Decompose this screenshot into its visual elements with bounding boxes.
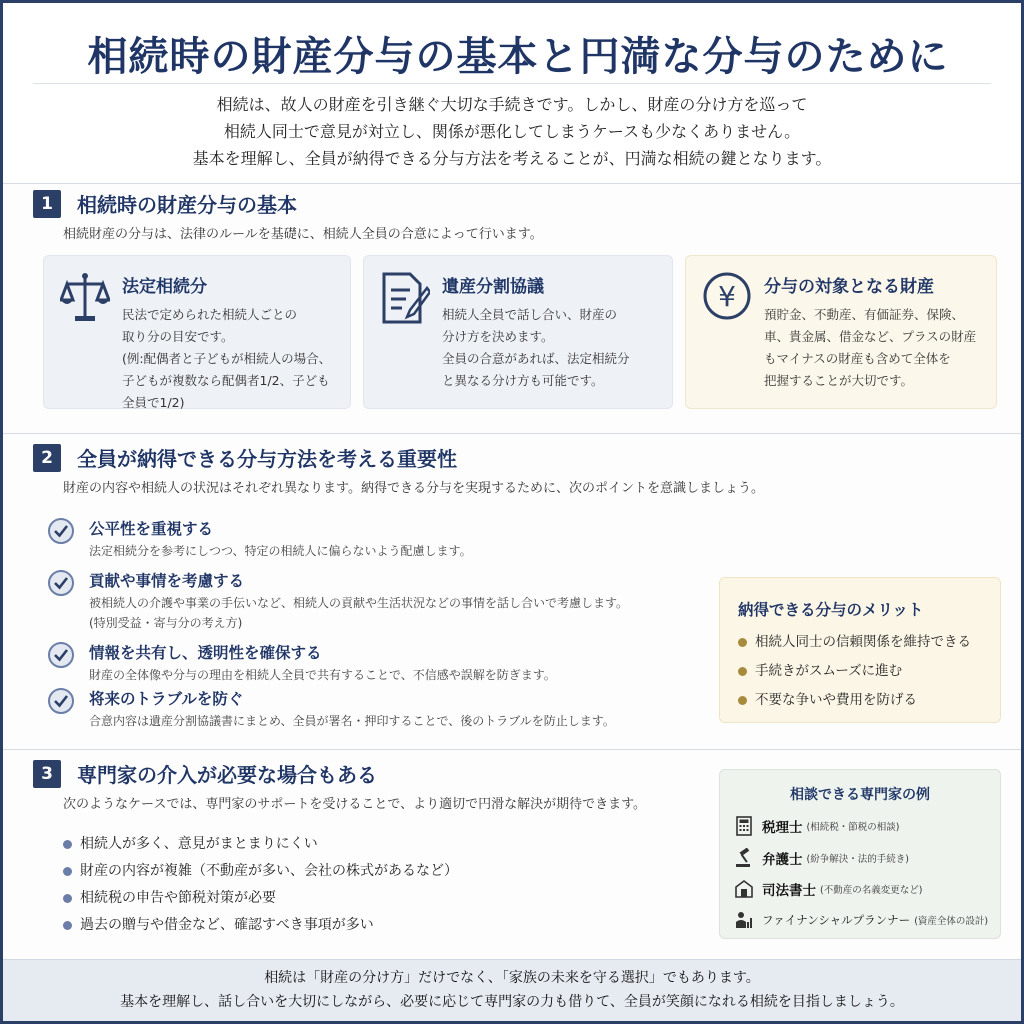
merit-title: 納得できる分与のメリット bbox=[738, 601, 924, 619]
merit-item bbox=[738, 686, 971, 715]
card-line: と異なる分け方も可能です。 bbox=[442, 373, 604, 388]
footer bbox=[3, 959, 1021, 1021]
bullet-icon bbox=[63, 894, 72, 903]
merit-item bbox=[738, 657, 971, 686]
card-legal-share bbox=[43, 255, 351, 409]
card-line: 相続人全員で話し合い、財産の bbox=[442, 307, 618, 322]
expert-note: (不動産の名義変更など) bbox=[820, 885, 923, 896]
merit-list bbox=[738, 628, 971, 715]
expert-note: (相続税・節税の相談) bbox=[806, 822, 900, 833]
section-divider bbox=[3, 183, 1021, 184]
card-title: 遺産分割協議 bbox=[442, 277, 544, 297]
card-line: 全員で1/2) bbox=[122, 395, 185, 410]
case-list bbox=[63, 831, 458, 939]
scales-icon bbox=[60, 270, 110, 326]
calculator-icon bbox=[734, 816, 754, 836]
building-icon bbox=[734, 879, 754, 899]
card-division-agreement bbox=[363, 255, 673, 409]
card-line: 全員の合意があれば、法定相続分 bbox=[442, 351, 630, 366]
advisor-icon bbox=[734, 910, 754, 930]
card-title: 分与の対象となる財産 bbox=[764, 277, 934, 297]
merit-text: 不要な争いや費用を防げる bbox=[755, 692, 917, 708]
section-divider bbox=[3, 433, 1021, 434]
svg-text:¥: ¥ bbox=[718, 280, 736, 313]
point-text: 法定相続分を参考にしつつ、特定の相続人に偏らないよう配慮します。 bbox=[89, 544, 472, 558]
card-line: 車、貴金属、借金など、プラスの財産 bbox=[764, 329, 977, 344]
card-line: 分け方を決めます。 bbox=[442, 329, 554, 344]
intro-line: 相続は、故人の財産を引き継ぐ大切な手続きです。しかし、財産の分け方を巡って bbox=[216, 95, 808, 114]
card-target-assets bbox=[685, 255, 997, 409]
expert-lawyer bbox=[734, 848, 909, 868]
card-line: もマイナスの財産も含めて全体を bbox=[764, 351, 951, 366]
bullet-icon bbox=[63, 867, 72, 876]
case-text: 過去の贈与や借金など、確認すべき事項が多い bbox=[80, 917, 374, 933]
expert-name: 司法書士 bbox=[762, 883, 816, 899]
expert-name: 税理士 bbox=[762, 820, 803, 836]
case-item bbox=[63, 885, 458, 912]
section1-heading bbox=[33, 189, 297, 218]
expert-tax-accountant bbox=[734, 816, 899, 836]
section-divider bbox=[3, 749, 1021, 750]
section-title: 専門家の介入が必要な場合もある bbox=[77, 763, 377, 787]
intro-line: 基本を理解し、全員が納得できる分与方法を考えることが、円満な相続の鍵となります。 bbox=[192, 149, 832, 168]
section2-heading bbox=[33, 443, 457, 472]
section-description: 次のようなケースでは、専門家のサポートを受けることで、より適切で円滑な解決が期待できます。 bbox=[63, 797, 647, 812]
section-description: 財産の内容や相続人の状況はそれぞれ異なります。納得できる分与を実現するために、次のポイントを意識しましょう。 bbox=[63, 481, 764, 496]
merit-item bbox=[738, 628, 971, 657]
point-contribution bbox=[47, 569, 628, 633]
check-circle-icon bbox=[47, 641, 75, 669]
point-text: 合意内容は遺産分割協議書にまとめ、全員が署名・押印することで、後のトラブルを防止します。 bbox=[89, 714, 615, 728]
merit-box bbox=[719, 577, 1001, 723]
point-fairness bbox=[47, 517, 472, 561]
section3-heading bbox=[33, 759, 377, 788]
yen-icon bbox=[702, 270, 752, 326]
section-number: 1 bbox=[33, 190, 61, 218]
document-pen-icon bbox=[380, 270, 430, 326]
experts-box bbox=[719, 769, 1001, 939]
header bbox=[3, 3, 1021, 183]
bullet-icon bbox=[738, 638, 747, 647]
case-item bbox=[63, 858, 458, 885]
check-circle-icon bbox=[47, 569, 75, 597]
case-text: 財産の内容が複雑（不動産が多い、会社の株式があるなど） bbox=[80, 863, 458, 879]
case-item bbox=[63, 912, 458, 939]
point-transparency bbox=[47, 641, 556, 685]
point-text: (特別受益・寄与分の考え方) bbox=[89, 616, 243, 630]
card-body bbox=[122, 304, 354, 414]
intro-text bbox=[23, 91, 1001, 172]
point-prevent-trouble bbox=[47, 687, 615, 731]
title-divider bbox=[33, 83, 991, 84]
section-title: 全員が納得できる分与方法を考える重要性 bbox=[77, 447, 457, 471]
expert-name: ファイナンシャルプランナー bbox=[762, 913, 911, 927]
check-circle-icon bbox=[47, 687, 75, 715]
section-description: 相続財産の分与は、法律のルールを基礎に、相続人全員の合意によって行います。 bbox=[63, 227, 543, 242]
card-line: 民法で定められた相続人ごとの bbox=[122, 307, 298, 322]
point-text: 被相続人の介護や事業の手伝いなど、相続人の貢献や生活状況などの事情を話し合いで考慮します。 bbox=[89, 596, 629, 610]
gavel-icon bbox=[734, 848, 754, 868]
card-line: 取り分の目安です。 bbox=[122, 329, 234, 344]
point-title: 将来のトラブルを防ぐ bbox=[89, 690, 244, 708]
merit-text: 相続人同士の信頼関係を維持できる bbox=[755, 634, 971, 650]
bullet-icon bbox=[738, 667, 747, 676]
section-title: 相続時の財産分与の基本 bbox=[77, 193, 297, 217]
footer-line: 基本を理解し、話し合いを大切にしながら、必要に応じて専門家の力も借りて、全員が笑顔になれる相続を目指しましょう。 bbox=[120, 994, 904, 1010]
expert-financial-planner bbox=[734, 910, 988, 930]
card-line: 預貯金、不動産、有価証券、保険、 bbox=[764, 307, 965, 322]
section-number: 3 bbox=[33, 760, 61, 788]
merit-text: 手続きがスムーズに進む bbox=[755, 663, 903, 679]
expert-note: (紛争解決・法的手続き) bbox=[806, 854, 909, 865]
point-title: 公平性を重視する bbox=[89, 520, 214, 538]
page-title: 相続時の財産分与の基本と円満な分与のために bbox=[87, 33, 949, 80]
card-line: 子どもが複数なら配偶者1/2、子ども bbox=[122, 373, 330, 388]
intro-line: 相続人同士で意見が対立し、関係が悪化してしまうケースも少なくありません。 bbox=[223, 122, 801, 141]
expert-name: 弁護士 bbox=[762, 852, 803, 868]
footer-line: 相続は「財産の分け方」だけでなく、「家族の未来を守る選択」でもあります。 bbox=[264, 970, 760, 986]
case-text: 相続人が多く、意見がまとまりにくい bbox=[80, 836, 318, 852]
experts-title: 相談できる専門家の例 bbox=[790, 787, 930, 803]
bullet-icon bbox=[738, 696, 747, 705]
check-circle-icon bbox=[47, 517, 75, 545]
card-body bbox=[442, 304, 674, 392]
case-text: 相続税の申告や節税対策が必要 bbox=[80, 890, 276, 906]
card-body bbox=[764, 304, 996, 392]
expert-judicial-scrivener bbox=[734, 879, 922, 899]
section-number: 2 bbox=[33, 444, 61, 472]
bullet-icon bbox=[63, 840, 72, 849]
point-title: 貢献や事情を考慮する bbox=[89, 572, 245, 590]
card-line: (例:配偶者と子どもが相続人の場合、 bbox=[122, 351, 332, 366]
bullet-icon bbox=[63, 921, 72, 930]
case-item bbox=[63, 831, 458, 858]
point-title: 情報を共有し、透明性を確保する bbox=[89, 644, 322, 662]
card-line: 把握することが大切です。 bbox=[764, 373, 914, 388]
expert-note: (資産全体の設計) bbox=[914, 916, 989, 927]
point-text: 財産の全体像や分与の理由を相続人全員で共有することで、不信感や誤解を防ぎます。 bbox=[89, 668, 556, 682]
card-title: 法定相続分 bbox=[122, 277, 207, 297]
